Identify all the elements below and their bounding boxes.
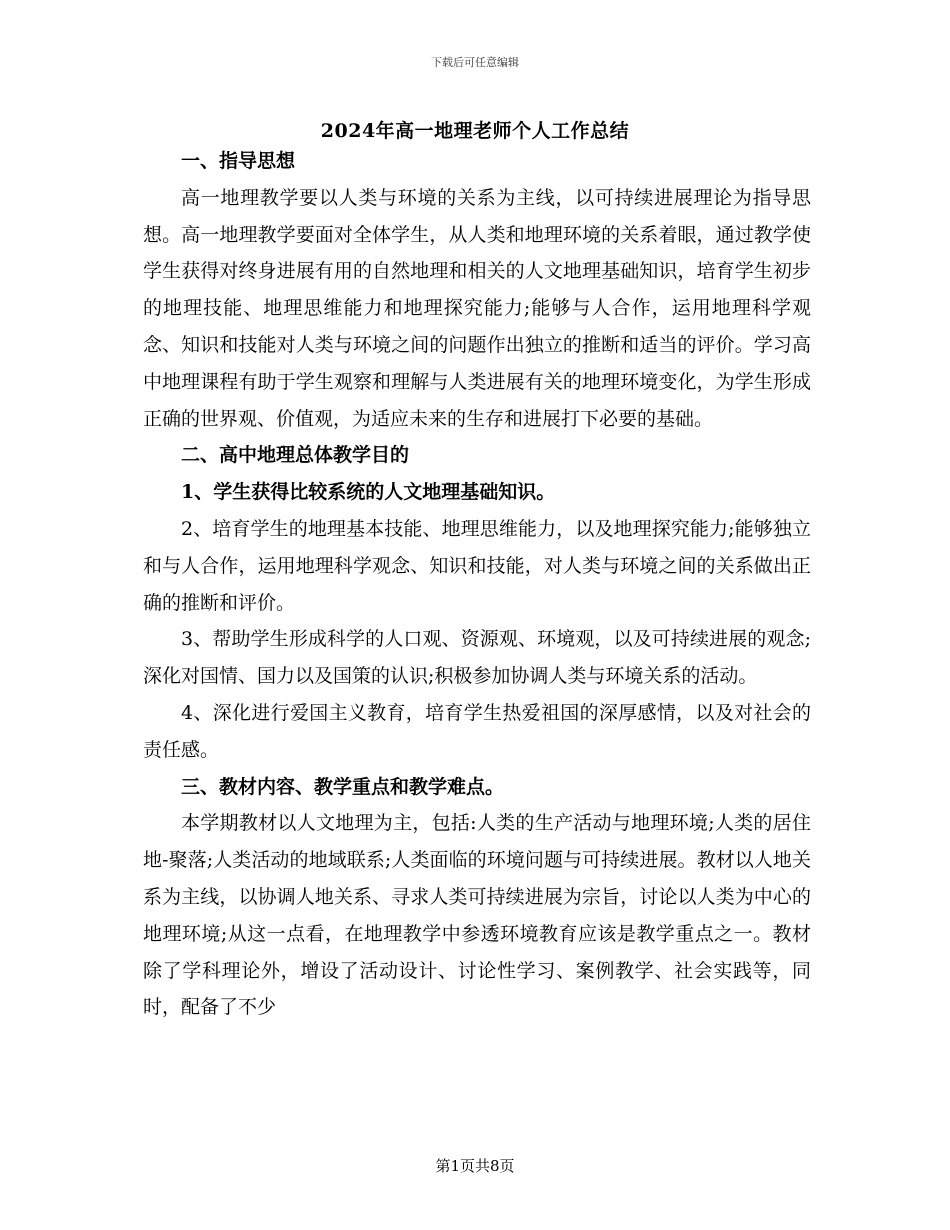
objective-item-2: 2、培育学生的地理基本技能、地理思维能力，以及地理探究能力;能够独立和与人合作，运用地理科学观念、知识和技能，对人类与环境之间的关系做出正确的推断和评价。 — [143, 517, 811, 614]
page-footer: 第1页共8页 — [435, 1157, 515, 1175]
paragraph-guiding-ideology: 高一地理教学要以人类与环境的关系为主线，以可持续进展理论为指导思想。高一地理教学要面对全体学生，从人类和地理环境的关系着眼，通过教学使学生获得对终身进展有用的自然地理和相关的人文地理基础知识，培育学生初步的地理技能、地理思维能力和地理探究能力;能够与人合作，运用地理科学观念、知识和技能对人类与环境之间的问题作出独立的推断和适当的评价。学习高中地理课程有助于学生观察和理解与人类进展有关的地理环境变化，为学生形成正确的世界观、价值观，为适应未来的生存和进展打下必要的基础。 — [143, 186, 811, 430]
section-heading-guiding-ideology: 一、指导思想 — [181, 150, 296, 172]
objective-item-1: 1、学生获得比较系统的人文地理基础知识。 — [181, 481, 556, 504]
objective-item-3: 3、帮助学生形成科学的人口观、资源观、环境观，以及可持续进展的观念;深化对国情、国力以及国策的认识;积极参加协调人类与环境关系的活动。 — [143, 628, 811, 688]
document-body — [143, 143, 811, 1026]
header-note: 下载后可任意编辑 — [431, 56, 519, 69]
document-title: 2024年高一地理老师个人工作总结 — [320, 120, 630, 142]
objective-item-4: 4、深化进行爱国主义教育，培育学生热爱祖国的深厚感情，以及对社会的责任感。 — [143, 701, 811, 761]
section-heading-textbook-content: 三、教材内容、教学重点和教学难点。 — [181, 775, 505, 798]
section-heading-teaching-objectives: 二、高中地理总体教学目的 — [181, 444, 410, 467]
paragraph-textbook-content: 本学期教材以人文地理为主，包括:人类的生产活动与地理环境;人类的居住地-聚落;人类活动的地域联系;人类面临的环境问题与可持续进展。教材以人地关系为主线，以协调人地关系、寻求人类可持续进展为宗旨，讨论以人类为中心的地理环境;从这一点看，在地理教学中参透环境教育应该是教学重点之一。教材除了学科理论外，增设了活动设计、讨论性学习、案例教学、社会实践等，同时，配备了不少 — [143, 812, 811, 1019]
